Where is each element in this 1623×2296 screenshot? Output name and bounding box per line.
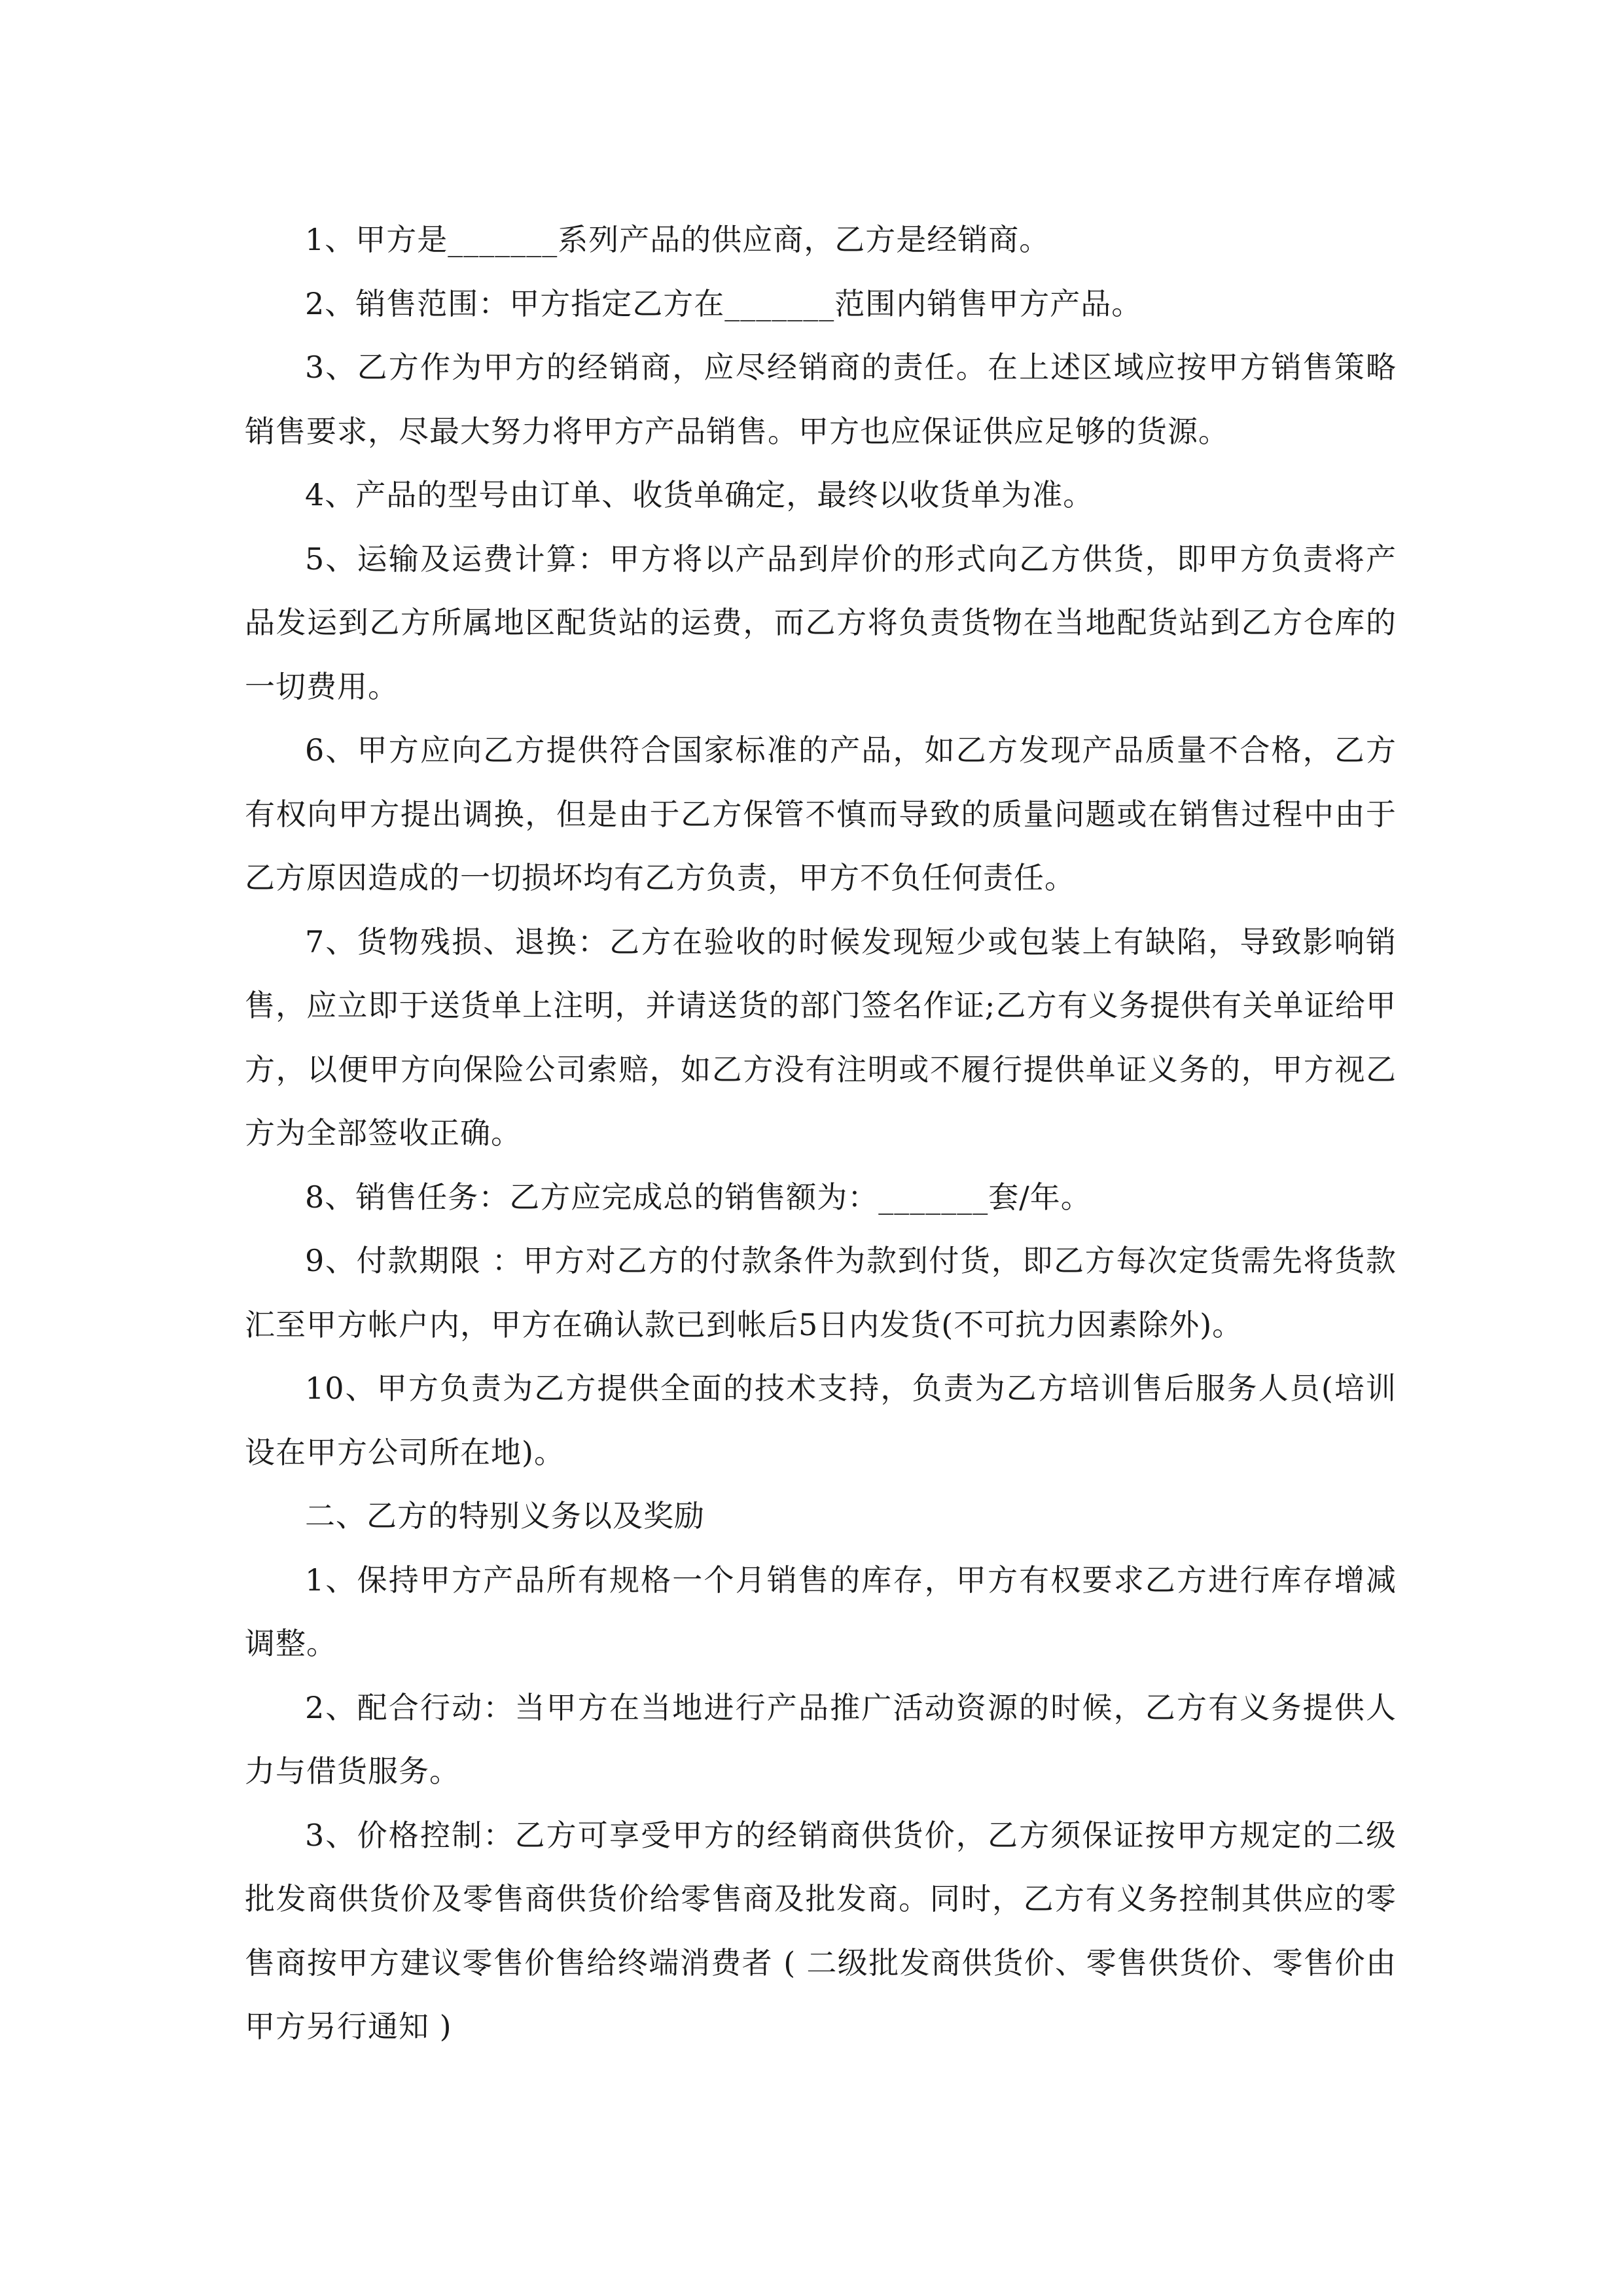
section-heading-2: 二、乙方的特别义务以及奖励 <box>305 1498 705 1534</box>
paragraph-10: 10、甲方负责为乙方提供全面的技术支持，负责为乙方培训售后服务人员(培训设在甲方公司所在地)。 <box>245 1371 1397 1470</box>
paragraph-4: 4、产品的型号由订单、收货单确定，最终以收货单为准。 <box>305 477 1094 512</box>
paragraph-8: 8、销售任务：乙方应完成总的销售额为：_______套/年。 <box>305 1179 1092 1215</box>
paragraph-1: 1、甲方是_______系列产品的供应商，乙方是经销商。 <box>305 222 1050 257</box>
paragraph-13: 3、价格控制：乙方可享受甲方的经销商供货价，乙方须保证按甲方规定的二级批发商供货价及零售商供货价给零售商及批发商。同时，乙方有义务控制其供应的零售商按甲方建议零售价售给终端消费者 ( 二级批发商供货价、零售供货价、零售价由甲方另行通知 ) <box>245 1817 1397 2044</box>
paragraph-6: 6、甲方应向乙方提供符合国家标准的产品，如乙方发现产品质量不合格，乙方有权向甲方提出调换，但是由于乙方保管不慎而导致的质量问题或在销售过程中由于乙方原因造成的一切损坏均有乙方负责，甲方不负任何责任。 <box>245 732 1397 895</box>
paragraph-7: 7、货物残损、退换：乙方在验收的时候发现短少或包装上有缺陷，导致影响销售，应立即于送货单上注明，并请送货的部门签名作证;乙方有义务提供有关单证给甲方，以便甲方向保险公司索赔，如乙方没有注明或不履行提供单证义务的，甲方视乙方为全部签收正确。 <box>245 924 1397 1151</box>
paragraph-2: 2、销售范围：甲方指定乙方在_______范围内销售甲方产品。 <box>305 285 1143 321</box>
paragraph-5: 5、运输及运费计算：甲方将以产品到岸价的形式向乙方供货，即甲方负责将产品发运到乙方所属地区配货站的运费，而乙方将负责货物在当地配货站到乙方仓库的一切费用。 <box>245 541 1397 704</box>
paragraph-9: 9、付款期限 ：甲方对乙方的付款条件为款到付货，即乙方每次定货需先将货款汇至甲方帐户内，甲方在确认款已到帐后5日内发货(不可抗力因素除外)。 <box>245 1243 1397 1342</box>
paragraph-3: 3、乙方作为甲方的经销商，应尽经销商的责任。在上述区域应按甲方销售策略销售要求，尽最大努力将甲方产品销售。甲方也应保证供应足够的货源。 <box>245 350 1397 449</box>
paragraph-11: 1、保持甲方产品所有规格一个月销售的库存，甲方有权要求乙方进行库存增减调整。 <box>245 1562 1397 1661</box>
document-body <box>245 208 1397 2059</box>
paragraph-12: 2、配合行动：当甲方在当地进行产品推广活动资源的时候，乙方有义务提供人力与借货服务。 <box>245 1689 1397 1789</box>
